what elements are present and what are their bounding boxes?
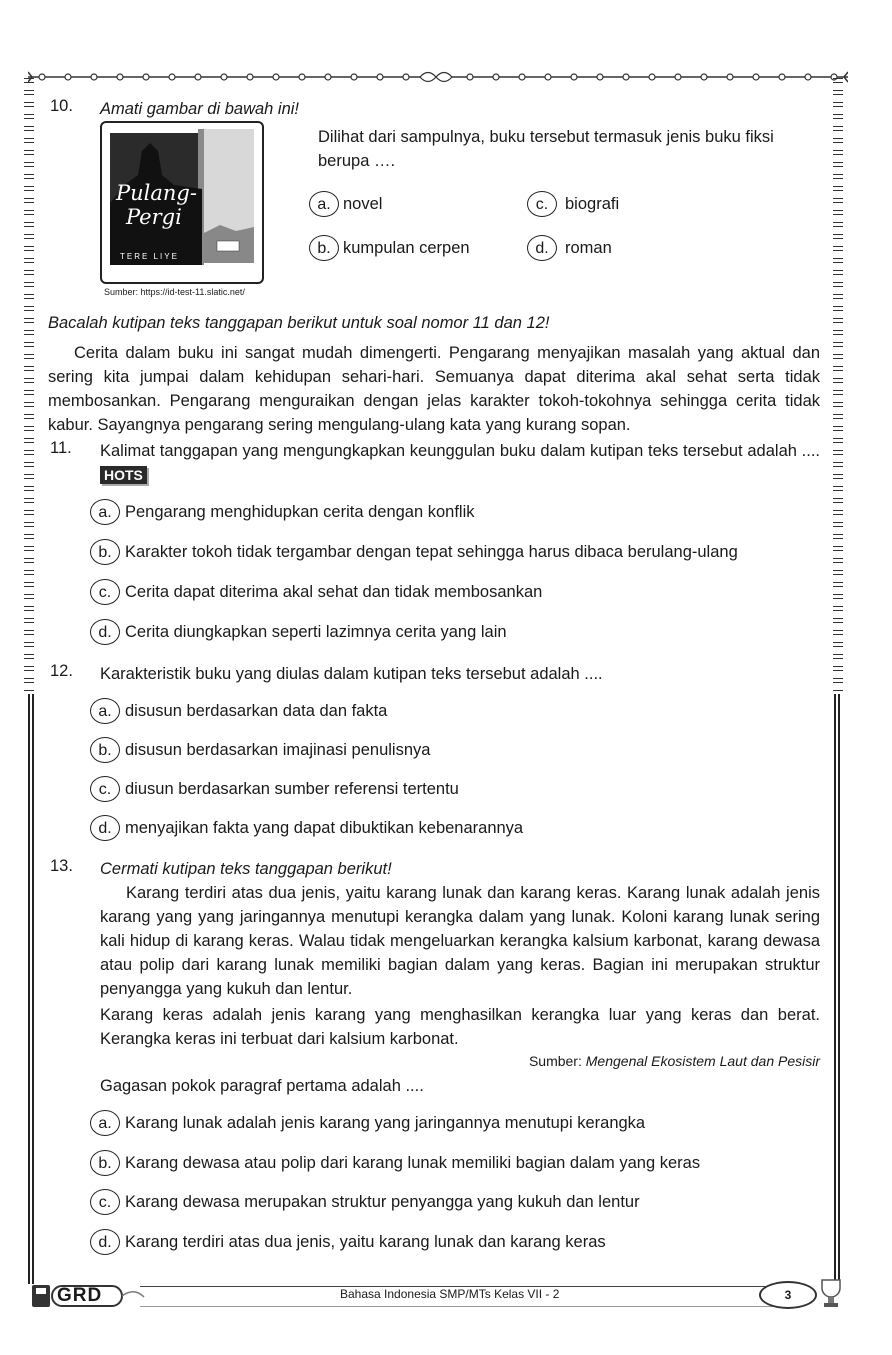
question-text <box>100 439 820 487</box>
option-text[interactable]: roman <box>565 239 612 257</box>
question-text: Gagasan pokok paragraf pertama adalah .... <box>100 1077 424 1095</box>
option-text[interactable]: novel <box>343 195 383 213</box>
option-label[interactable]: a. <box>90 698 120 724</box>
option-text[interactable]: Karang lunak adalah jenis karang yang jaringannya menutupi kerangka <box>125 1114 646 1132</box>
option-label[interactable]: b. <box>90 737 120 763</box>
book-cover-image <box>100 121 264 284</box>
decorative-top-border <box>28 70 848 84</box>
book-title-line2: Pergi <box>126 205 182 229</box>
option-text[interactable]: Cerita diungkapkan seperti lazimnya cerita yang lain <box>125 623 507 641</box>
option-label[interactable]: b. <box>90 1150 120 1176</box>
question-text: Dilihat dari sampulnya, buku tersebut termasuk jenis buku fiksi berupa …. <box>318 128 774 170</box>
quote-paragraph-1: Karang terdiri atas dua jenis, yaitu karang lunak dan karang keras. Karang lunak adalah jenis karang yang yang jaringannya menutupi kerangka dalam yang lunak. Koloni karang lunak sering kali hidup di karang keras. Walau tidak mengeluarkan kerangka kalsium karbonat, karang dewasa atau polip dari karang lunak memiliki bagian dalam yang keras. Bagian ini merupakan struktur penyangga yang kukuh dan lentur. <box>100 884 820 998</box>
option-text[interactable]: Pengarang menghidupkan cerita dengan konflik <box>125 503 475 521</box>
option-label[interactable]: c. <box>90 776 120 802</box>
option-label[interactable]: d. <box>90 619 120 645</box>
option-text[interactable]: Karakter tokoh tidak tergambar dengan tepat sehingga harus dibaca berulang-ulang <box>125 543 738 561</box>
trophy-icon <box>816 1276 846 1310</box>
question-number: 11. <box>50 439 72 457</box>
option-label[interactable]: c. <box>90 579 120 605</box>
option-label[interactable]: d. <box>527 235 557 261</box>
source-prefix: Sumber: <box>528 1053 586 1069</box>
left-border-line <box>28 694 34 1284</box>
option-text[interactable]: kumpulan cerpen <box>343 239 470 257</box>
question-text: Karakteristik buku yang diulas dalam kutipan teks tersebut adalah .... <box>100 665 603 683</box>
page-number: 3 <box>759 1281 817 1309</box>
hots-badge: HOTS <box>100 466 147 484</box>
option-text[interactable]: Karang dewasa atau polip dari karang lunak memiliki bagian dalam yang keras <box>125 1154 701 1172</box>
option-label[interactable]: b. <box>309 235 339 261</box>
option-label[interactable]: b. <box>90 539 120 565</box>
question-number: 13. <box>50 857 73 875</box>
option-label[interactable]: a. <box>309 191 339 217</box>
footer-title: Bahasa Indonesia SMP/MTs Kelas VII - 2 <box>340 1287 560 1301</box>
quote-paragraph-2: Karang keras adalah jenis karang yang menghasilkan kerangka luar yang keras dan berat. Kerangka keras ini terbuat dari kalsium karbonat. <box>100 1006 820 1048</box>
logo-text: GRD <box>57 1285 103 1306</box>
option-label[interactable]: d. <box>90 1229 120 1255</box>
source-title: Mengenal Ekosistem Laut dan Pesisir <box>585 1053 820 1069</box>
left-border-rail <box>24 74 34 694</box>
grd-logo <box>30 1283 146 1309</box>
quote-source <box>100 1053 820 1069</box>
question-number: 10. <box>50 97 73 115</box>
option-text[interactable]: disusun berdasarkan imajinasi penulisnya <box>125 741 431 759</box>
option-text[interactable]: Karang dewasa merupakan struktur penyangga yang kukuh dan lentur <box>125 1193 640 1211</box>
question-prompt: Amati gambar di bawah ini! <box>100 100 300 118</box>
book-title-line1: Pulang- <box>116 181 197 205</box>
option-label[interactable]: d. <box>90 815 120 841</box>
question-text-body: Kalimat tanggapan yang mengungkapkan keunggulan buku dalam kutipan teks tersebut adalah .... <box>100 442 820 460</box>
right-border-line <box>834 694 840 1284</box>
right-border-rail <box>833 74 843 694</box>
option-text[interactable]: diusun berdasarkan sumber referensi tertentu <box>125 780 459 798</box>
option-text[interactable]: biografi <box>565 195 620 213</box>
option-label[interactable]: c. <box>527 191 557 217</box>
passage-instruction: Bacalah kutipan teks tanggapan berikut untuk soal nomor 11 dan 12! <box>48 314 550 332</box>
option-text[interactable]: menyajikan fakta yang dapat dibuktikan kebenarannya <box>125 819 524 837</box>
option-text[interactable]: Karang terdiri atas dua jenis, yaitu karang lunak dan karang keras <box>125 1233 606 1251</box>
question-prompt: Cermati kutipan teks tanggapan berikut! <box>100 860 392 878</box>
option-label[interactable]: a. <box>90 1110 120 1136</box>
book-author: TERE LIYE <box>120 252 179 261</box>
option-text[interactable]: disusun berdasarkan data dan fakta <box>125 702 388 720</box>
option-label[interactable]: c. <box>90 1189 120 1215</box>
passage-text: Cerita dalam buku ini sangat mudah dimengerti. Pengarang menyajikan masalah yang aktual dan sering kita jumpai dalam kehidupan sehari-hari. Semuanya dapat diterima akal sehat serta tidak membosankan. Pengarang menguraikan dengan jelas karakter tokoh-tokohnya sehingga cerita tidak kabur. Sayangnya pengarang sering mengulang-ulang kata yang kurang sopan. <box>48 344 820 434</box>
option-label[interactable]: a. <box>90 499 120 525</box>
option-text[interactable]: Cerita dapat diterima akal sehat dan tidak membosankan <box>125 583 543 601</box>
question-number: 12. <box>50 662 73 680</box>
image-caption: Sumber: https://id-test-11.slatic.net/ <box>104 287 245 297</box>
footer-rule-lower <box>140 1306 780 1307</box>
